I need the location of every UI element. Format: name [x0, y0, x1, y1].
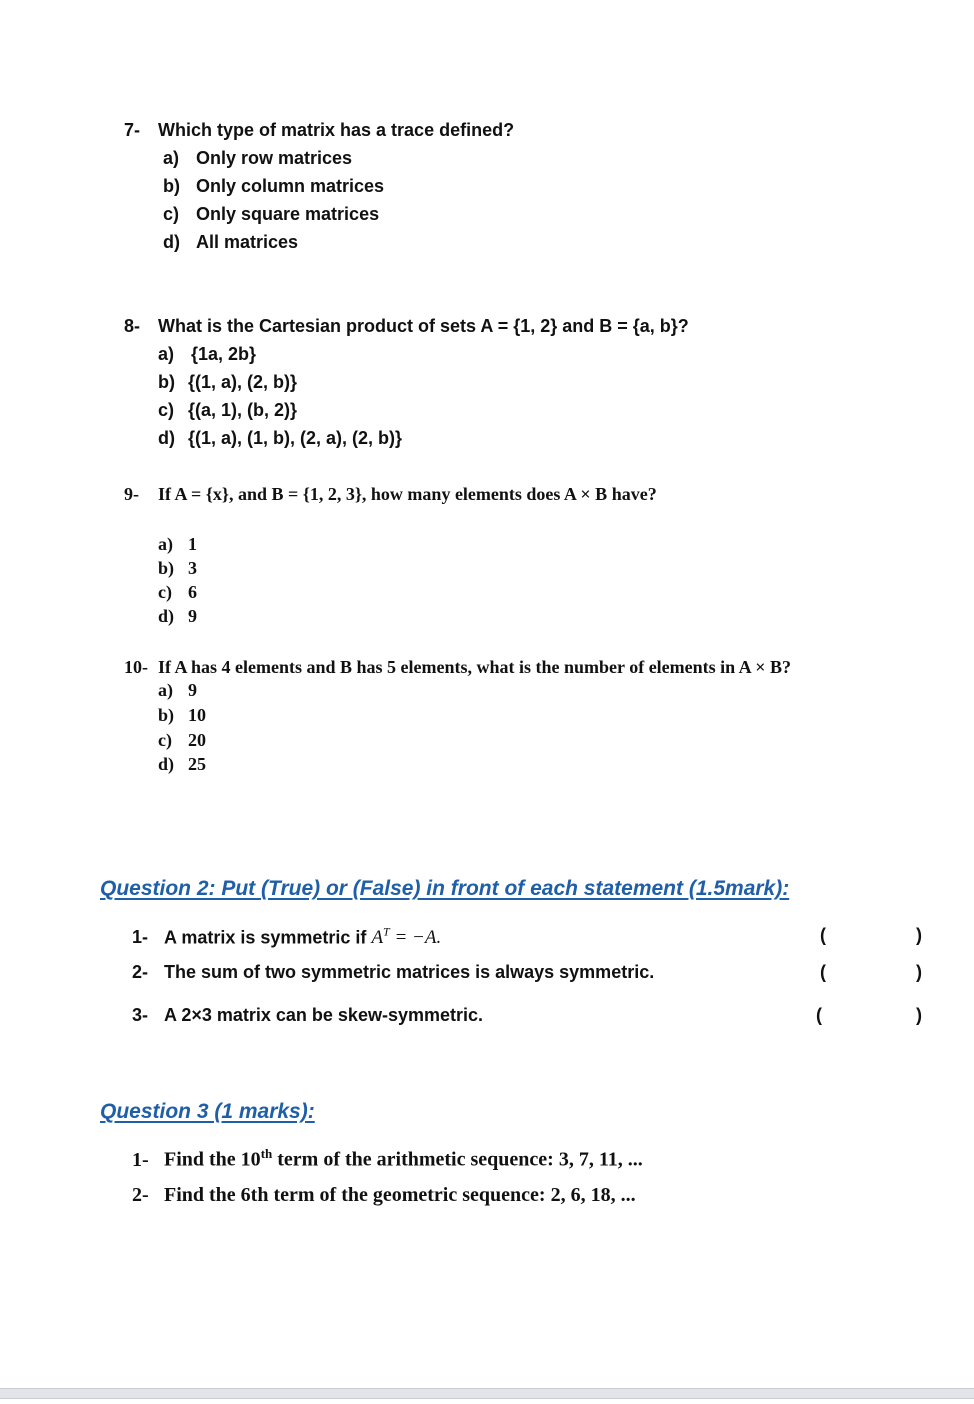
option-a: [163, 148, 352, 169]
option-letter: d): [158, 606, 175, 626]
question-3-heading: Question 3 (1 marks):: [100, 1100, 315, 1123]
question-10: [124, 657, 791, 678]
option-d: [163, 232, 298, 253]
option-letter: c): [158, 400, 175, 420]
answer-open-paren[interactable]: (: [816, 1005, 822, 1025]
question-number: 9-: [124, 484, 139, 504]
tf-statement-1: [132, 925, 441, 949]
ordinal-suffix: th: [260, 1146, 273, 1161]
option-text: All matrices: [196, 232, 299, 252]
question-8: [124, 316, 689, 337]
option-b: [158, 705, 206, 726]
option-d: [158, 754, 206, 775]
option-text: {(1, a), (1, b), (2, a), (2, b)}: [188, 428, 403, 448]
option-text: 9: [188, 680, 197, 700]
option-letter: d): [163, 232, 180, 252]
option-letter: b): [158, 705, 175, 725]
answer-close-paren: ): [916, 962, 922, 982]
option-letter: c): [163, 204, 180, 224]
option-b: [158, 558, 197, 579]
option-letter: c): [158, 582, 172, 602]
option-letter: c): [158, 730, 172, 750]
option-a: [158, 680, 197, 701]
option-c: [158, 400, 297, 421]
q3-item-1: 1- Find the 10th term of the arithmetic sequence: 3, 7, 11, ...: [132, 1146, 643, 1171]
option-text: 3: [188, 558, 197, 578]
question-text: What is the Cartesian product of sets A = {1, 2} and B = {a, b}?: [158, 316, 689, 336]
question-7: [124, 120, 514, 141]
answer-open-paren[interactable]: (: [820, 962, 826, 982]
option-letter: a): [158, 680, 173, 700]
item-number: 2-: [132, 1184, 149, 1206]
option-letter: a): [163, 148, 180, 168]
option-text: 25: [188, 754, 206, 774]
option-letter: b): [163, 176, 180, 196]
option-a: [158, 344, 256, 365]
statement-text: A 2×3 matrix can be skew-symmetric.: [164, 1005, 483, 1025]
option-text: {(a, 1), (b, 2)}: [188, 400, 298, 420]
question-text: Which type of matrix has a trace defined?: [158, 120, 515, 140]
option-b: [163, 176, 384, 197]
question-text: If A has 4 elements and B has 5 elements, what is the number of elements in A × B?: [158, 657, 791, 677]
tf-statement-2: [132, 962, 654, 983]
option-c: [163, 204, 379, 225]
statement-number: 3-: [132, 1005, 149, 1025]
option-letter: d): [158, 428, 175, 448]
statement-number: 2-: [132, 962, 149, 982]
question-number: 10-: [124, 657, 148, 677]
option-c: [158, 582, 197, 603]
statement-text: A matrix is symmetric if: [164, 927, 367, 948]
answer-open-paren[interactable]: (: [820, 925, 826, 945]
option-c: [158, 730, 206, 751]
tf-statement-3: [132, 1005, 483, 1026]
option-text: {1a, 2b}: [191, 344, 257, 364]
option-letter: d): [158, 754, 175, 774]
option-letter: b): [158, 558, 175, 578]
option-text: 6: [188, 582, 197, 602]
option-text: Only square matrices: [196, 204, 380, 224]
option-letter: a): [158, 344, 175, 364]
option-text: Only column matrices: [196, 176, 385, 196]
option-text: 20: [188, 730, 206, 750]
option-b: [158, 372, 297, 393]
option-d: [158, 428, 402, 449]
answer-close-paren: ): [916, 1005, 922, 1025]
option-text: {(1, a), (2, b)}: [188, 372, 298, 392]
option-a: [158, 534, 197, 555]
question-2-heading: Question 2: Put (True) or (False) in front of each statement (1.5mark):: [100, 877, 790, 900]
question-number: 7-: [124, 120, 141, 140]
option-d: [158, 606, 197, 627]
statement-text: The sum of two symmetric matrices is always symmetric.: [164, 962, 655, 982]
option-text: 10: [188, 705, 206, 725]
option-text: 9: [188, 606, 197, 626]
question-number: 8-: [124, 316, 141, 336]
answer-close-paren: ): [916, 925, 922, 945]
option-letter: a): [158, 534, 173, 554]
option-letter: b): [158, 372, 175, 392]
statement-number: 1-: [132, 927, 149, 948]
option-text: Only row matrices: [196, 148, 353, 168]
option-text: 1: [188, 534, 197, 554]
item-number: 1-: [132, 1148, 149, 1171]
q3-item-2: 2- Find the 6th term of the geometric sequence: 2, 6, 18, ...: [132, 1184, 636, 1206]
question-text: If A = {x}, and B = {1, 2, 3}, how many elements does A × B have?: [158, 484, 657, 504]
math-expression: $A^T = -A$.: [371, 925, 442, 949]
question-9: [124, 484, 657, 505]
page-bottom-divider: [0, 1388, 974, 1399]
